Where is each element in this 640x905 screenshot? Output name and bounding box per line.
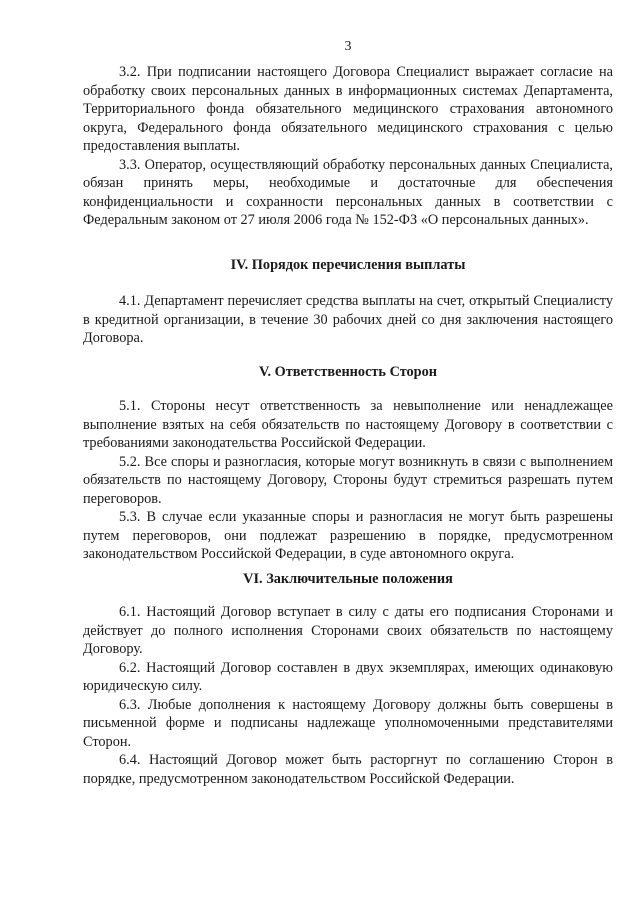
paragraph-6-3: 6.3. Любые дополнения к настоящему Договору должны быть совершены в письменной форме и подписаны надлежаще уполномоченными представителями Сторон. (83, 696, 613, 750)
page-number: 3 (344, 39, 352, 54)
section-6-body (83, 603, 613, 788)
section-5 (83, 363, 613, 382)
paragraph-5-3: 5.3. В случае если указанные споры и разногласия не могут быть разрешены путем переговоров, они подлежат разрешению в порядке, предусмотренном законодательством Российской Федерации, в суде автономного округа. (83, 509, 613, 562)
paragraph-6-1: 6.1. Настоящий Договор вступает в силу с даты его подписания Сторонами и действует до полного исполнения Сторонами своих обязательств по настоящему Договору. (83, 604, 613, 657)
paragraph-3-3: 3.3. Оператор, осуществляющий обработку персональных данных Специалиста, обязан принять меры, необходимые и достаточные для обеспечения конфиденциальности и сохранности персональных данных в соответствии с Федеральным законом от 27 июля 2006 года № 152-ФЗ «О персональных данных». (83, 156, 613, 228)
section-5-heading: V. Ответственность Сторон (258, 364, 438, 380)
section-3-continued (83, 63, 613, 230)
paragraph-5-2: 5.2. Все споры и разногласия, которые могут возникнуть в связи с выполнением обязательств по настоящему Договору, Стороны будут стремиться разрешать путем переговоров. (83, 453, 613, 507)
section-4-body (83, 292, 613, 348)
paragraph-6-2: 6.2. Настоящий Договор составлен в двух экземплярах, имеющих одинаковую юридическую силу. (83, 659, 613, 694)
paragraph-5-1: 5.1. Стороны несут ответственность за невыполнение или ненадлежащее выполнение взятых на себя обязательств по настоящему Договору в соответствии с требованиями законодательства Российской Федерации. (83, 398, 613, 451)
section-5-body (83, 397, 613, 564)
paragraph-6-4: 6.4. Настоящий Договор может быть расторгнут по соглашению Сторон в порядке, предусмотренном законодательством Российской Федерации. (83, 752, 613, 787)
paragraph-4-1: 4.1. Департамент перечисляет средства выплаты на счет, открытый Специалисту в кредитной организации, в течение 30 рабочих дней со дня заключения настоящего Договора. (83, 293, 613, 346)
section-6-heading: VI. Заключительные положения (243, 571, 453, 587)
section-4 (83, 256, 613, 275)
section-6 (83, 570, 613, 589)
section-4-heading: IV. Порядок перечисления выплаты (230, 257, 466, 273)
paragraph-3-2: 3.2. При подписании настоящего Договора Специалист выражает согласие на обработку своих персональных данных в информационных системах Департамента, Территориального фонда обязательного медицинского страхования автономного округа, Федерального фонда обязательного медицинского страхования с целью предоставления выплаты. (83, 64, 613, 154)
